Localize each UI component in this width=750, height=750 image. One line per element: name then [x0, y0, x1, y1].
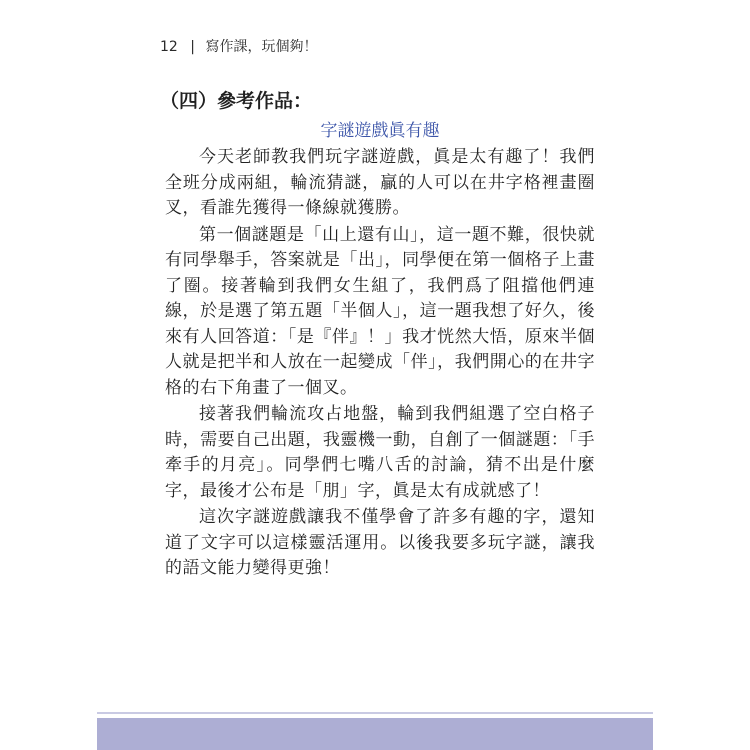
essay-paragraph-3: 接著我們輪流攻占地盤，輪到我們組選了空白格子時，需要自己出題，我靈機一動，自創了一個謎題：「手牽手的月亮」。同學們七嘴八舌的討論，猜不出是什麼字，最後才公布是「朋」字，眞是太有成就感了！ [165, 404, 595, 501]
page-header [160, 36, 317, 56]
footer-band [97, 718, 653, 750]
book-title: 寫作課，玩個夠！ [205, 39, 318, 55]
section-heading: （四）參考作品： [160, 90, 313, 112]
essay-paragraph-2: 第一個謎題是「山上還有山」，這一題不難，很快就有同學舉手，答案就是「出」，同學便在第一個格子上畫了圈。接著輪到我們女生組了，我們爲了阻擋他們連線，於是選了第五題「半個人」，這一題我想了好久，後來有人回答道：「是『伴』！」我才恍然大悟，原來半個人就是把半和人放在一起變成「伴」，我們開心的在井字格的右下角畫了一個叉。 [165, 224, 595, 398]
essay-title: 字謎遊戲眞有趣 [320, 121, 440, 141]
page-number: 12 [160, 39, 178, 55]
essay-body [165, 145, 595, 583]
essay-paragraph-4: 這次字謎遊戲讓我不僅學會了許多有趣的字，還知道了文字可以這樣靈活運用。以後我要多玩字謎，讓我的語文能力變得更強！ [165, 507, 595, 578]
footer-divider [97, 712, 653, 714]
essay-paragraph-1: 今天老師教我們玩字謎遊戲，眞是太有趣了！我們全班分成兩組，輪流猜謎，贏的人可以在井字格裡畫圈叉，看誰先獲得一條線就獲勝。 [165, 147, 595, 218]
header-separator: | [190, 39, 195, 55]
